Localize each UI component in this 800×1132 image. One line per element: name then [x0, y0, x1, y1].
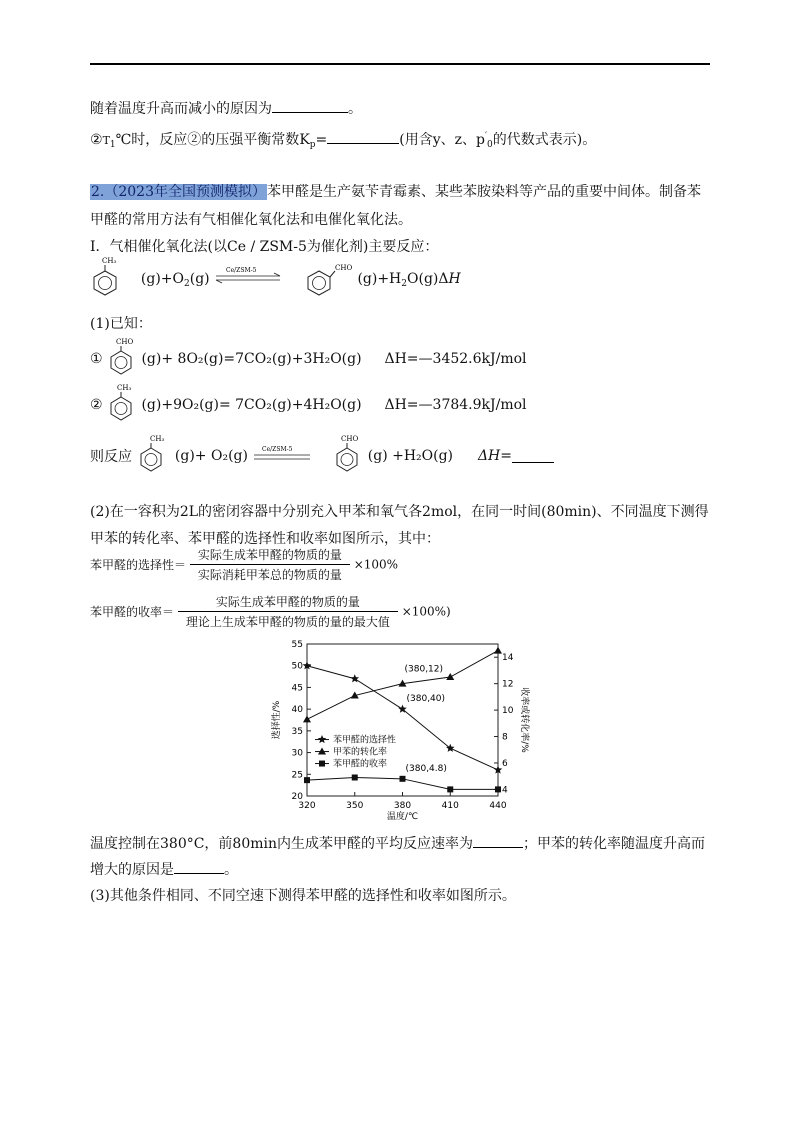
y-left-tick-label: 40: [291, 705, 303, 716]
reason-blank[interactable]: [174, 861, 224, 874]
temp-sub: 1: [109, 140, 116, 150]
y-right-tick-label: 10: [502, 706, 514, 717]
data-point-triangle: [494, 647, 502, 654]
target-ch3: CH₃: [150, 435, 165, 443]
selectivity-denominator: 实际消耗甲苯总的物质的量: [197, 568, 342, 582]
yield-fraction: [178, 593, 398, 630]
line-reason: [90, 98, 362, 118]
benzaldehyde-structure: [305, 257, 353, 301]
yield-numerator: 实际生成苯甲醛的物质的量: [178, 593, 398, 612]
eq1-dh: ΔH=—3452.6kJ/mol: [384, 351, 527, 367]
data-point-star: [446, 744, 455, 752]
x-tick-label: 410: [441, 801, 459, 811]
reason-text: 随着温度升高而减小的原因为: [90, 101, 272, 117]
eq2-ch3: CH₃: [117, 384, 132, 392]
rate-question-end: ；甲苯的转化率随温度升高而: [523, 836, 706, 852]
kp-end: 的代数式表示)。: [492, 132, 597, 148]
known-label: (1)已知：: [90, 316, 152, 332]
catalyst-arrow: [214, 264, 284, 294]
selectivity-tail: ×100%: [353, 557, 399, 572]
y-left-tick-label: 25: [291, 770, 303, 781]
data-point-square: [400, 776, 406, 782]
yield-denominator: 理论上生成苯甲醛的物质的量的最大值: [185, 615, 390, 629]
legend-label: 苯甲醛的选择性: [333, 735, 397, 746]
x-tick-label: 350: [346, 801, 364, 811]
eq1-cho: CHO: [116, 338, 134, 346]
eq1-text: (g)+ 8O₂(g)=7CO₂(g)+3H₂O(g): [141, 351, 362, 367]
x-tick-label: 380: [393, 801, 412, 811]
target-products: (g) +H₂O(g): [367, 448, 454, 464]
reason-end: 。: [224, 862, 238, 878]
after-chart-1: [90, 833, 705, 853]
after-chart-2: [90, 859, 238, 879]
equation-1: [90, 337, 527, 377]
toluene-structure: [90, 255, 124, 303]
kp-text: ℃时，反应②的压强平衡常数: [115, 132, 300, 148]
data-point-square: [304, 777, 310, 783]
target-reaction: [90, 433, 554, 475]
legend-label: 甲苯的转化率: [333, 747, 388, 758]
y-left-tick-label: 35: [291, 726, 303, 737]
data-annotation: (380,4.8): [405, 763, 447, 774]
benzaldehyde-cho: CHO: [334, 264, 353, 272]
catalyst-arrow-2: [252, 441, 314, 471]
legend-label: 苯甲醛的收率: [333, 759, 388, 770]
rx-main-dh: O(g)Δ: [407, 271, 449, 287]
target-reactants: (g)+ O₂(g): [174, 448, 248, 464]
rx-main-products: (g)+H: [357, 271, 402, 287]
selectivity-label: 苯甲醛的选择性＝: [90, 558, 187, 572]
yield-label: 苯甲醛的收率＝: [90, 605, 175, 619]
reason-question: 增大的原因是: [90, 862, 174, 878]
rx-main-reactants: (g)+O: [140, 271, 184, 287]
selectivity-numerator: 实际生成苯甲醛的物质的量: [190, 546, 350, 565]
equals: =: [315, 132, 328, 148]
toluene-ch3: CH₃: [102, 257, 117, 265]
y-left-axis-label: 选择性/%: [272, 700, 282, 740]
y-right-tick-label: 4: [502, 785, 508, 796]
data-point-triangle: [446, 673, 454, 680]
rx-main-h: H: [448, 271, 461, 287]
data-point-triangle: [303, 715, 311, 722]
legend-marker-triangle: [318, 748, 326, 755]
legend-marker-star: [318, 735, 327, 743]
p-sub: 0: [487, 140, 493, 150]
main-reaction: CH₃ $(g)+O_2(g)$ Ce/ZSM-5 CHO $(g)+H_2O(g)\Delta H$: [90, 255, 461, 301]
toluene-structure-eq2: [107, 383, 137, 427]
yield-formula: [90, 593, 451, 630]
selectivity-formula: [90, 546, 398, 583]
answer-blank[interactable]: [272, 100, 348, 113]
circle-2: ②: [90, 132, 103, 148]
line-kp: [90, 129, 596, 150]
y-right-tick-label: 8: [502, 732, 508, 743]
kp-tail: (用含y、z、: [399, 132, 477, 148]
equation-2: [90, 383, 527, 423]
y-right-tick-label: 12: [502, 679, 514, 690]
catalyst-label-2: Ce/ZSM-5: [262, 446, 293, 453]
x-axis-label: 温度/℃: [386, 812, 419, 822]
period: 。: [348, 101, 362, 117]
data-point-square: [352, 774, 358, 780]
y-right-tick-label: 6: [502, 758, 508, 769]
q3-text: (3)其他条件相同、不同空速下测得苯甲醛的选择性和收率如图所示。: [90, 888, 516, 904]
q2-line-2: 甲苯的转化率、苯甲醛的选择性和收率如图所示，其中：: [90, 531, 440, 547]
rx-main-state: (g): [189, 271, 210, 287]
y-right-tick-label: 14: [502, 653, 514, 664]
question-intro-1: [90, 181, 701, 201]
rate-blank[interactable]: [473, 835, 523, 848]
y-right-axis-label: 收率或转化率/%: [519, 687, 529, 753]
data-point-square: [447, 786, 453, 792]
toluene-structure-target: [136, 433, 170, 479]
kp-symbol: K: [299, 132, 310, 148]
data-annotation: (380,12): [404, 664, 444, 675]
rate-question: 温度控制在380°C，前80min内生成苯甲醛的平均反应速率为: [90, 836, 474, 852]
data-point-square: [495, 786, 501, 792]
circle-1: ①: [90, 351, 103, 367]
q2-line-1: (2)在一容积为2L的密闭容器中分别充入甲苯和氧气各2mol，在同一时间(80min)、不同温度下测得: [90, 504, 709, 520]
y-left-tick-label: 20: [291, 792, 303, 802]
temp-symbol: T: [102, 134, 110, 147]
x-tick-label: 440: [489, 801, 507, 811]
y-left-tick-label: 55: [291, 640, 303, 650]
legend-marker-square: [319, 761, 325, 767]
kp-sub: p: [309, 140, 316, 150]
target-dh: ΔH=: [477, 448, 512, 464]
p-symbol: p: [476, 132, 485, 148]
yield-tail: ×100%): [401, 604, 451, 619]
temperature-chart: [262, 636, 532, 824]
question-tag[interactable]: 2.（2023年全国预测模拟）: [91, 184, 266, 200]
target-cho: CHO: [341, 435, 359, 443]
catalyst-label: Ce/ZSM-5: [226, 267, 257, 274]
then-label: 则反应: [90, 449, 132, 465]
p-prime: ′: [485, 131, 488, 142]
y-left-tick-label: 45: [291, 683, 303, 694]
eq2-dh: ΔH=—3784.9kJ/mol: [384, 397, 527, 413]
dh-blank[interactable]: [512, 450, 554, 463]
intro-text-1: 苯甲醛是生产氨苄青霉素、某些苯胺染料等产品的重要中间体。制备苯: [267, 184, 701, 200]
y-left-tick-label: 30: [291, 748, 303, 759]
kp-blank[interactable]: [327, 131, 399, 144]
eq2-text: (g)+9O₂(g)= 7CO₂(g)+4H₂O(g): [141, 397, 362, 413]
part-1-heading: I．气相催化氧化法(以Ce / ZSM-5为催化剂)主要反应：: [90, 239, 439, 255]
data-annotation: (380,40): [406, 694, 446, 705]
benzaldehyde-structure-target: [333, 433, 363, 479]
intro-text-2: 甲醛的常用方法有气相催化氧化法和电催化氧化法。: [90, 212, 412, 228]
x-tick-label: 320: [298, 801, 316, 811]
header-rule: [90, 63, 710, 65]
y-left-tick-label: 50: [291, 661, 303, 672]
selectivity-fraction: [190, 546, 350, 583]
benzaldehyde-structure-eq1: [107, 337, 137, 381]
circle-2b: ②: [90, 397, 103, 413]
